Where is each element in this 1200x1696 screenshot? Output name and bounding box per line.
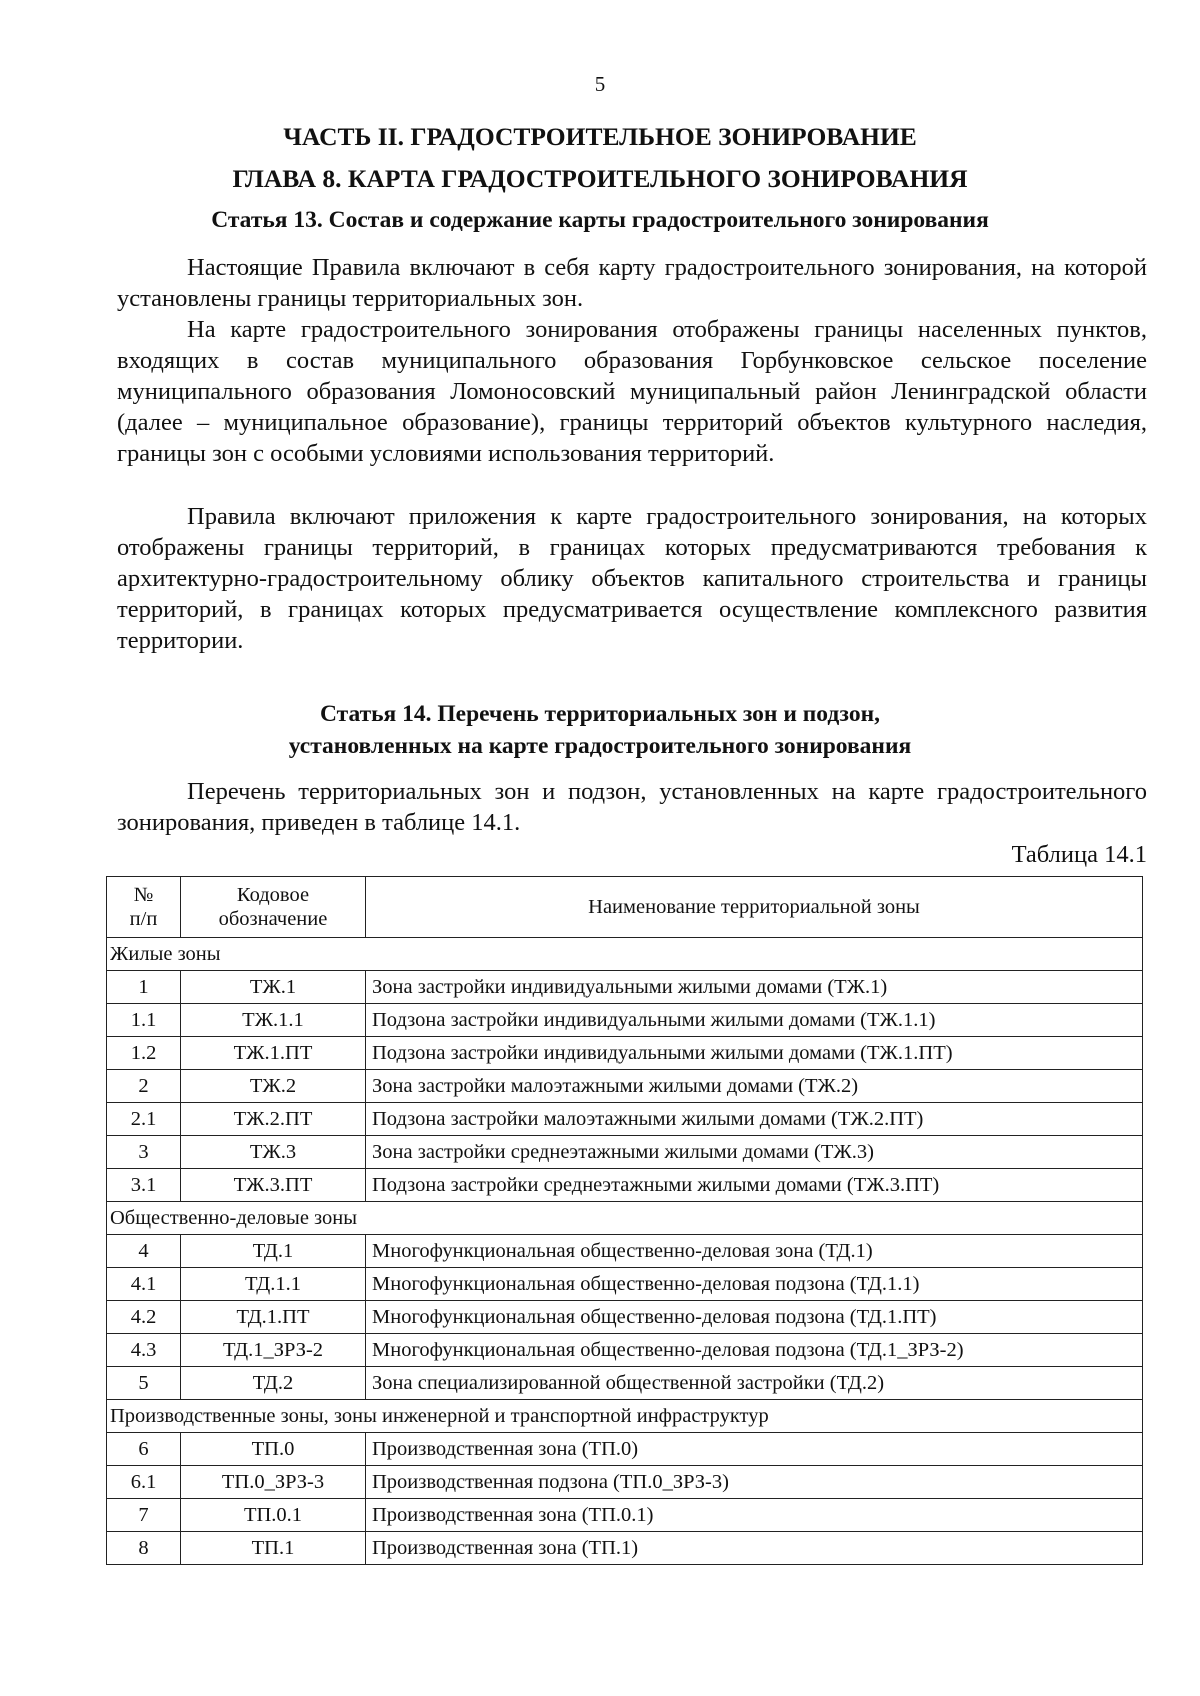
row-code-cell: ТЖ.1.1 (181, 1004, 366, 1037)
row-name-cell: Многофункциональная общественно-деловая зона (ТД.1) (366, 1235, 1143, 1268)
table-row (107, 1136, 1143, 1169)
table-row (107, 1466, 1143, 1499)
row-name-cell: Производственная подзона (ТП.0_ЗРЗ-3) (366, 1466, 1143, 1499)
row-code-cell: ТД.1 (181, 1235, 366, 1268)
row-number-cell: 8 (107, 1532, 181, 1565)
table-row (107, 971, 1143, 1004)
row-code-cell: ТЖ.3.ПТ (181, 1169, 366, 1202)
row-number-cell: 4.1 (107, 1268, 181, 1301)
table-caption: Таблица 14.1 (1011, 841, 1147, 868)
table-row (107, 1070, 1143, 1103)
chapter-title: ГЛАВА 8. КАРТА ГРАДОСТРОИТЕЛЬНОГО ЗОНИРОВАНИЯ (232, 164, 968, 193)
table-group-row (107, 1202, 1143, 1235)
table-row (107, 1532, 1143, 1565)
header-name: Наименование территориальной зоны (366, 877, 1143, 938)
row-name-cell: Подзона застройки среднеэтажными жилыми домами (ТЖ.3.ПТ) (366, 1169, 1143, 1202)
table-row (107, 1499, 1143, 1532)
row-name-cell: Зона застройки индивидуальными жилыми домами (ТЖ.1) (366, 971, 1143, 1004)
row-code-cell: ТЖ.2 (181, 1070, 366, 1103)
row-number-cell: 6 (107, 1433, 181, 1466)
article-14-title (0, 698, 1200, 762)
row-code-cell: ТД.1_ЗРЗ-2 (181, 1334, 366, 1367)
table-row (107, 1268, 1143, 1301)
article-13-paragraph-2: На карте градостроительного зонирования отображены границы населенных пунктов, входящих в состав муниципального образования Горбунковское сельское поселение муниципального образования Ломоносовский муниципальный район Ленинградской области (далее – муниципальное образование), границы территорий объектов культурного наследия, границы зон с особыми условиями использования территорий. (117, 316, 1147, 467)
table-row (107, 1334, 1143, 1367)
row-code-cell: ТЖ.1.ПТ (181, 1037, 366, 1070)
table-row (107, 1037, 1143, 1070)
group-title: Производственные зоны, зоны инженерной и транспортной инфраструктур (107, 1400, 1143, 1433)
article-14-paragraph: Перечень территориальных зон и подзон, установленных на карте градостроительного зонирования, приведен в таблице 14.1. (117, 778, 1147, 836)
article-14-title-line-2: установленных на карте градостроительного зонирования (288, 733, 912, 759)
article-13-title: Статья 13. Состав и содержание карты градостроительного зонирования (211, 207, 989, 233)
row-number-cell: 6.1 (107, 1466, 181, 1499)
row-number-cell: 2 (107, 1070, 181, 1103)
article-14-title-line-1: Статья 14. Перечень территориальных зон и подзон, (319, 701, 881, 727)
row-code-cell: ТП.1 (181, 1532, 366, 1565)
row-number-cell: 4 (107, 1235, 181, 1268)
table-row (107, 1169, 1143, 1202)
row-name-cell: Зона застройки среднеэтажными жилыми домами (ТЖ.3) (366, 1136, 1143, 1169)
header-code: Кодовое обозначение (181, 877, 366, 938)
row-name-cell: Производственная зона (ТП.0) (366, 1433, 1143, 1466)
row-name-cell: Производственная зона (ТП.0.1) (366, 1499, 1143, 1532)
row-name-cell: Многофункциональная общественно-деловая подзона (ТД.1.ПТ) (366, 1301, 1143, 1334)
table-row (107, 1367, 1143, 1400)
zones-table (106, 876, 1143, 1565)
table-row (107, 1235, 1143, 1268)
row-code-cell: ТЖ.3 (181, 1136, 366, 1169)
row-number-cell: 3.1 (107, 1169, 181, 1202)
row-number-cell: 4.3 (107, 1334, 181, 1367)
table-group-row (107, 938, 1143, 971)
row-code-cell: ТП.0_ЗРЗ-3 (181, 1466, 366, 1499)
table-row (107, 1004, 1143, 1037)
row-code-cell: ТП.0 (181, 1433, 366, 1466)
header-num: № п/п (107, 877, 181, 938)
row-number-cell: 3 (107, 1136, 181, 1169)
row-number-cell: 1.1 (107, 1004, 181, 1037)
article-13-paragraph-3: Правила включают приложения к карте градостроительного зонирования, на которых отображены границы территорий, в границах которых предусматриваются требования к архитектурно-градостроительному облику объектов капитального строительства и границы территорий, в границах которых предусматривается осуществление комплексного развития территории. (117, 503, 1147, 654)
row-number-cell: 5 (107, 1367, 181, 1400)
row-number-cell: 2.1 (107, 1103, 181, 1136)
table-row (107, 1433, 1143, 1466)
row-name-cell: Подзона застройки малоэтажными жилыми домами (ТЖ.2.ПТ) (366, 1103, 1143, 1136)
row-code-cell: ТЖ.1 (181, 971, 366, 1004)
row-code-cell: ТД.2 (181, 1367, 366, 1400)
row-name-cell: Подзона застройки индивидуальными жилыми домами (ТЖ.1.ПТ) (366, 1037, 1143, 1070)
row-name-cell: Зона специализированной общественной застройки (ТД.2) (366, 1367, 1143, 1400)
group-title: Жилые зоны (107, 938, 1143, 971)
page-number: 5 (594, 72, 606, 96)
row-number-cell: 4.2 (107, 1301, 181, 1334)
row-code-cell: ТП.0.1 (181, 1499, 366, 1532)
row-name-cell: Многофункциональная общественно-деловая подзона (ТД.1_ЗРЗ-2) (366, 1334, 1143, 1367)
table-group-row (107, 1400, 1143, 1433)
table-row (107, 1103, 1143, 1136)
zones-table-body (107, 938, 1143, 1565)
table-header-row (107, 877, 1143, 938)
row-name-cell: Многофункциональная общественно-деловая подзона (ТД.1.1) (366, 1268, 1143, 1301)
row-name-cell: Зона застройки малоэтажными жилыми домами (ТЖ.2) (366, 1070, 1143, 1103)
table-row (107, 1301, 1143, 1334)
row-code-cell: ТД.1.ПТ (181, 1301, 366, 1334)
row-number-cell: 1 (107, 971, 181, 1004)
part-title: ЧАСТЬ II. ГРАДОСТРОИТЕЛЬНОЕ ЗОНИРОВАНИЕ (283, 122, 917, 151)
row-number-cell: 1.2 (107, 1037, 181, 1070)
row-name-cell: Производственная зона (ТП.1) (366, 1532, 1143, 1565)
row-name-cell: Подзона застройки индивидуальными жилыми домами (ТЖ.1.1) (366, 1004, 1143, 1037)
group-title: Общественно-деловые зоны (107, 1202, 1143, 1235)
article-13-paragraph-1: Настоящие Правила включают в себя карту градостроительного зонирования, на которой установлены границы территориальных зон. (117, 254, 1147, 312)
row-code-cell: ТЖ.2.ПТ (181, 1103, 366, 1136)
row-number-cell: 7 (107, 1499, 181, 1532)
row-code-cell: ТД.1.1 (181, 1268, 366, 1301)
